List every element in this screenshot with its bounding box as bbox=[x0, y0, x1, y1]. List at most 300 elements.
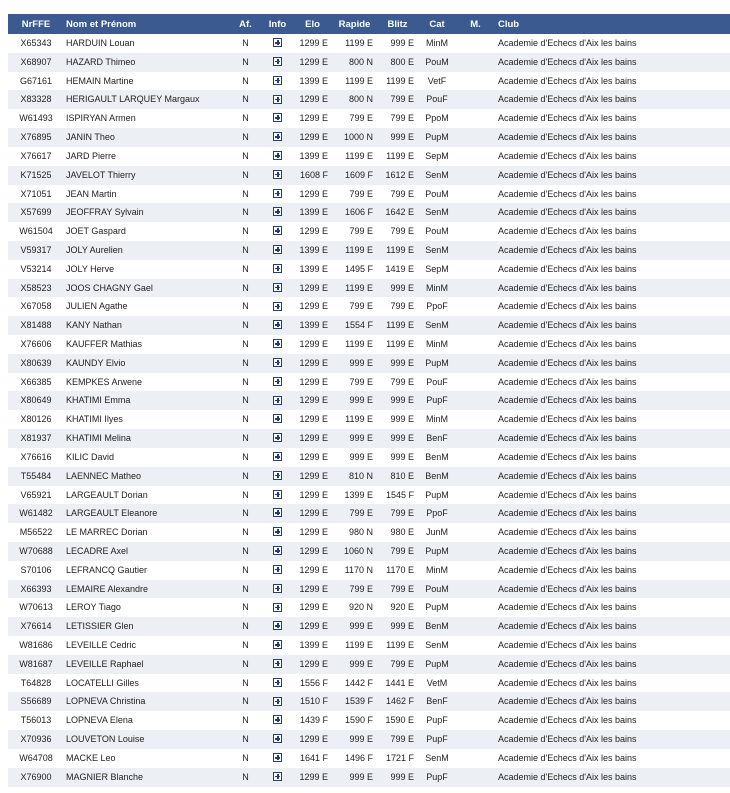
club-name[interactable]: Academie d'Echecs d'Aix les bains bbox=[498, 395, 637, 406]
club-name[interactable]: Academie d'Echecs d'Aix les bains bbox=[498, 564, 637, 575]
player-name[interactable]: ISPIRYAN Armen bbox=[66, 113, 136, 124]
blitz-rating: 799 E bbox=[390, 376, 414, 387]
club-name[interactable]: Academie d'Echecs d'Aix les bains bbox=[498, 696, 637, 707]
plus-box-icon[interactable] bbox=[273, 396, 282, 405]
rapid-rating: 1199 E bbox=[345, 282, 373, 293]
mutation bbox=[456, 636, 495, 655]
player-id[interactable]: X80639 bbox=[20, 357, 52, 368]
player-name[interactable]: KHATIMI Emma bbox=[66, 395, 131, 406]
plus-box-icon[interactable] bbox=[273, 603, 282, 612]
info-cell[interactable] bbox=[262, 467, 293, 486]
club-name[interactable]: Academie d'Echecs d'Aix les bains bbox=[498, 150, 637, 161]
player-id[interactable]: M56522 bbox=[19, 527, 53, 538]
affiliation: N bbox=[242, 169, 249, 180]
elo-rating: 1299 E bbox=[299, 357, 328, 368]
player-id[interactable]: X66393 bbox=[20, 583, 52, 594]
player-id[interactable]: X83328 bbox=[20, 94, 52, 105]
player-id[interactable]: X70936 bbox=[20, 734, 52, 745]
blitz-rating: 980 E bbox=[390, 527, 414, 538]
category: PupF bbox=[426, 771, 448, 782]
club-name[interactable]: Academie d'Echecs d'Aix les bains bbox=[498, 376, 637, 387]
player-id[interactable]: S70106 bbox=[20, 564, 52, 575]
blitz-rating: 799 E bbox=[390, 94, 414, 105]
plus-box-icon[interactable] bbox=[273, 151, 282, 160]
blitz-rating: 799 E bbox=[390, 113, 414, 124]
table-row bbox=[8, 279, 730, 298]
blitz-rating: 799 E bbox=[390, 226, 414, 237]
player-id[interactable]: W61504 bbox=[19, 226, 53, 237]
club-name[interactable]: Academie d'Echecs d'Aix les bains bbox=[498, 771, 637, 782]
elo-rating: 1299 E bbox=[299, 282, 328, 293]
player-id[interactable]: V53214 bbox=[20, 263, 52, 274]
club-name[interactable]: Academie d'Echecs d'Aix les bains bbox=[498, 752, 637, 763]
player-name[interactable]: HARDUIN Louan bbox=[66, 38, 135, 48]
club-name[interactable]: Academie d'Echecs d'Aix les bains bbox=[498, 715, 637, 726]
blitz-rating: 1642 E bbox=[385, 207, 414, 218]
player-name[interactable]: LARGEAULT Dorian bbox=[66, 489, 148, 500]
plus-box-icon[interactable] bbox=[273, 132, 282, 141]
table-row bbox=[8, 655, 730, 674]
player-id[interactable]: X76617 bbox=[20, 150, 52, 161]
plus-box-icon[interactable] bbox=[273, 508, 282, 517]
club-name[interactable]: Academie d'Echecs d'Aix les bains bbox=[498, 207, 637, 218]
info-cell[interactable] bbox=[262, 692, 293, 711]
player-id[interactable]: W70613 bbox=[19, 602, 53, 613]
player-id[interactable]: V59317 bbox=[20, 244, 52, 255]
club-name[interactable]: Academie d'Echecs d'Aix les bains bbox=[498, 132, 637, 143]
table-row bbox=[8, 561, 730, 580]
table-row bbox=[8, 335, 730, 354]
club-name[interactable]: Academie d'Echecs d'Aix les bains bbox=[498, 414, 637, 425]
player-name[interactable]: LE MARREC Dorian bbox=[66, 527, 148, 538]
info-cell[interactable] bbox=[262, 53, 293, 72]
blitz-rating: 920 E bbox=[390, 602, 414, 613]
player-id[interactable]: W81686 bbox=[19, 640, 53, 650]
club-name[interactable]: Academie d'Echecs d'Aix les bains bbox=[498, 451, 637, 462]
category: PouM bbox=[425, 583, 449, 594]
club-name[interactable]: Academie d'Echecs d'Aix les bains bbox=[498, 602, 637, 613]
player-name[interactable]: LEROY Tiago bbox=[66, 602, 121, 613]
plus-box-icon[interactable] bbox=[273, 659, 282, 668]
category: SepM bbox=[425, 263, 449, 274]
player-name[interactable]: LOPNEVA Elena bbox=[66, 715, 133, 726]
info-cell[interactable] bbox=[262, 617, 293, 636]
plus-box-icon[interactable] bbox=[273, 433, 282, 442]
player-name[interactable]: KAUFFER Mathias bbox=[66, 339, 143, 349]
plus-box-icon[interactable] bbox=[273, 490, 282, 499]
player-id[interactable]: X76900 bbox=[20, 771, 52, 782]
player-name[interactable]: LARGEAULT Eleanore bbox=[66, 508, 158, 519]
info-cell[interactable] bbox=[262, 391, 293, 410]
blitz-rating: 999 E bbox=[390, 132, 414, 143]
plus-box-icon[interactable] bbox=[273, 772, 282, 781]
elo-rating: 1399 E bbox=[299, 244, 328, 255]
info-cell[interactable] bbox=[262, 203, 293, 222]
table-row bbox=[8, 467, 730, 486]
plus-box-icon[interactable] bbox=[273, 245, 282, 254]
mutation bbox=[456, 279, 495, 298]
elo-rating: 1299 E bbox=[299, 56, 328, 67]
player-name[interactable]: JAVELOT Thierry bbox=[66, 169, 136, 180]
plus-box-icon[interactable] bbox=[273, 697, 282, 706]
club-name[interactable]: Academie d'Echecs d'Aix les bains bbox=[498, 339, 637, 349]
player-name[interactable]: MAGNIER Blanche bbox=[66, 771, 144, 782]
category: JunM bbox=[425, 527, 448, 538]
affiliation: N bbox=[242, 301, 249, 312]
club-name[interactable]: Academie d'Echecs d'Aix les bains bbox=[498, 263, 637, 274]
blitz-rating: 799 E bbox=[390, 658, 414, 669]
mutation bbox=[456, 316, 495, 335]
player-id[interactable]: X76606 bbox=[20, 339, 52, 349]
info-cell[interactable] bbox=[262, 316, 293, 335]
player-id[interactable]: X58523 bbox=[20, 282, 52, 293]
col-header-rapide[interactable]: Rapide bbox=[338, 18, 371, 30]
player-id[interactable]: X81937 bbox=[20, 433, 52, 444]
plus-box-icon[interactable] bbox=[273, 565, 282, 574]
plus-box-icon[interactable] bbox=[273, 452, 282, 461]
elo-rating: 1299 E bbox=[299, 564, 328, 575]
info-cell[interactable] bbox=[262, 598, 293, 617]
player-name[interactable]: HAZARD Thimeo bbox=[66, 56, 136, 67]
blitz-rating: 1462 F bbox=[385, 696, 414, 707]
info-cell[interactable] bbox=[262, 523, 293, 542]
plus-box-icon[interactable] bbox=[273, 113, 282, 122]
table-row bbox=[8, 316, 730, 335]
club-name[interactable]: Academie d'Echecs d'Aix les bains bbox=[498, 621, 637, 632]
player-name[interactable]: LEFRANCQ Gautier bbox=[66, 564, 148, 575]
player-id[interactable]: X67058 bbox=[20, 301, 52, 312]
elo-rating: 1299 E bbox=[299, 188, 328, 199]
plus-box-icon[interactable] bbox=[273, 226, 282, 235]
blitz-rating: 999 E bbox=[390, 621, 414, 632]
rapid-rating: 799 E bbox=[349, 583, 373, 594]
affiliation: N bbox=[242, 640, 249, 650]
category: PouM bbox=[425, 56, 449, 67]
blitz-rating: 1199 E bbox=[386, 320, 414, 331]
player-id[interactable]: K71525 bbox=[20, 169, 52, 180]
plus-box-icon[interactable] bbox=[273, 207, 282, 216]
plus-box-icon[interactable] bbox=[273, 170, 282, 179]
info-cell[interactable] bbox=[262, 109, 293, 128]
player-id[interactable]: W61493 bbox=[19, 113, 53, 124]
player-name[interactable]: JEAN Martin bbox=[66, 188, 117, 199]
player-id[interactable]: X66385 bbox=[20, 376, 52, 387]
player-id[interactable]: X65343 bbox=[20, 38, 52, 48]
mutation bbox=[456, 260, 495, 279]
plus-box-icon[interactable] bbox=[273, 471, 282, 480]
player-id[interactable]: X80126 bbox=[20, 414, 52, 425]
plus-box-icon[interactable] bbox=[273, 95, 282, 104]
table-row bbox=[8, 72, 730, 91]
mutation bbox=[456, 711, 495, 730]
category: MinM bbox=[426, 282, 448, 293]
info-cell[interactable] bbox=[262, 561, 293, 580]
club-name[interactable]: Academie d'Echecs d'Aix les bains bbox=[498, 433, 637, 444]
player-id[interactable]: X81488 bbox=[20, 320, 52, 331]
info-cell[interactable] bbox=[262, 128, 293, 147]
affiliation: N bbox=[242, 583, 249, 594]
plus-box-icon[interactable] bbox=[273, 734, 282, 743]
info-cell[interactable] bbox=[262, 580, 293, 599]
plus-box-icon[interactable] bbox=[273, 414, 282, 423]
player-name[interactable]: KEMPKES Arwene bbox=[66, 376, 143, 387]
info-cell[interactable] bbox=[262, 354, 293, 373]
club-name[interactable]: Academie d'Echecs d'Aix les bains bbox=[498, 357, 637, 368]
player-id[interactable]: G67161 bbox=[19, 75, 53, 86]
club-name[interactable]: Academie d'Echecs d'Aix les bains bbox=[498, 94, 637, 105]
rapid-rating: 920 N bbox=[348, 602, 373, 613]
info-cell[interactable] bbox=[262, 542, 293, 561]
info-cell[interactable] bbox=[262, 429, 293, 448]
plus-box-icon[interactable] bbox=[273, 621, 282, 630]
plus-box-icon[interactable] bbox=[273, 76, 282, 85]
affiliation: N bbox=[242, 602, 249, 613]
affiliation: N bbox=[242, 451, 249, 462]
club-name[interactable]: Academie d'Echecs d'Aix les bains bbox=[498, 734, 637, 745]
club-name[interactable]: Academie d'Echecs d'Aix les bains bbox=[498, 38, 637, 48]
table-row bbox=[8, 768, 730, 787]
player-name[interactable]: JOLY Herve bbox=[66, 263, 115, 274]
player-name[interactable]: JARD Pierre bbox=[66, 150, 117, 161]
plus-box-icon[interactable] bbox=[273, 283, 282, 292]
club-name[interactable]: Academie d'Echecs d'Aix les bains bbox=[498, 188, 637, 199]
elo-rating: 1399 E bbox=[299, 263, 328, 274]
elo-rating: 1399 E bbox=[299, 320, 328, 331]
club-name[interactable]: Academie d'Echecs d'Aix les bains bbox=[498, 470, 637, 481]
player-name[interactable]: HERIGAULT LARQUEY Margaux bbox=[66, 94, 200, 105]
affiliation: N bbox=[242, 188, 249, 199]
player-name[interactable]: LOCATELLI Gilles bbox=[66, 677, 139, 688]
table-row bbox=[8, 34, 730, 53]
info-cell[interactable] bbox=[262, 335, 293, 354]
info-cell[interactable] bbox=[262, 655, 293, 674]
rapid-rating: 1539 F bbox=[344, 696, 373, 707]
affiliation: N bbox=[242, 56, 249, 67]
info-cell[interactable] bbox=[262, 636, 293, 655]
club-name[interactable]: Academie d'Echecs d'Aix les bains bbox=[498, 282, 637, 293]
info-cell[interactable] bbox=[262, 730, 293, 749]
col-header-nrffe[interactable]: NrFFE bbox=[21, 18, 51, 30]
table-row bbox=[8, 260, 730, 279]
players-table bbox=[8, 14, 730, 787]
col-header-m[interactable]: M. bbox=[470, 18, 481, 30]
club-name[interactable]: Academie d'Echecs d'Aix les bains bbox=[498, 75, 637, 86]
player-name[interactable]: HEMAIN Martine bbox=[66, 75, 134, 86]
info-cell[interactable] bbox=[262, 185, 293, 204]
info-cell[interactable] bbox=[262, 279, 293, 298]
rapid-rating: 1199 E bbox=[345, 75, 373, 86]
plus-box-icon[interactable] bbox=[273, 320, 282, 329]
player-name[interactable]: JOOS CHAGNY Gael bbox=[66, 282, 153, 293]
info-cell[interactable] bbox=[262, 147, 293, 166]
mutation bbox=[456, 166, 495, 185]
rapid-rating: 1496 F bbox=[344, 752, 373, 763]
player-id[interactable]: W81687 bbox=[19, 658, 53, 669]
category: PouF bbox=[426, 376, 448, 387]
blitz-rating: 1612 E bbox=[385, 169, 414, 180]
info-cell[interactable] bbox=[262, 448, 293, 467]
info-cell[interactable] bbox=[262, 373, 293, 392]
plus-box-icon[interactable] bbox=[273, 302, 282, 311]
info-cell[interactable] bbox=[262, 486, 293, 505]
player-name[interactable]: KHATIMI Melina bbox=[66, 433, 131, 444]
player-name[interactable]: LECADRE Axel bbox=[66, 545, 129, 556]
player-name[interactable]: LEMAIRE Alexandre bbox=[66, 583, 149, 594]
player-name[interactable]: LEVEILLE Cedric bbox=[66, 640, 137, 650]
mutation bbox=[456, 53, 495, 72]
player-id[interactable]: X71051 bbox=[20, 188, 52, 199]
category: SenM bbox=[425, 640, 449, 650]
info-cell[interactable] bbox=[262, 297, 293, 316]
col-header-af[interactable]: Af. bbox=[239, 18, 252, 30]
player-name[interactable]: LAENNEC Matheo bbox=[66, 470, 142, 481]
affiliation: N bbox=[242, 564, 249, 575]
col-header-cat[interactable]: Cat bbox=[429, 18, 445, 30]
club-name[interactable]: Academie d'Echecs d'Aix les bains bbox=[498, 320, 637, 331]
info-cell[interactable] bbox=[262, 72, 293, 91]
club-name[interactable]: Academie d'Echecs d'Aix les bains bbox=[498, 508, 637, 519]
info-cell[interactable] bbox=[262, 749, 293, 768]
club-name[interactable]: Academie d'Echecs d'Aix les bains bbox=[498, 545, 637, 556]
col-header-info: Info bbox=[268, 18, 287, 30]
player-name[interactable]: JULIEN Agathe bbox=[66, 301, 128, 312]
player-name[interactable]: LOPNEVA Christina bbox=[66, 696, 146, 707]
col-header-name[interactable]: Nom et Prénom bbox=[66, 18, 137, 30]
category: PupF bbox=[426, 715, 448, 726]
player-name[interactable]: LEVEILLE Raphael bbox=[66, 658, 144, 669]
plus-box-icon[interactable] bbox=[273, 264, 282, 273]
mutation bbox=[456, 297, 495, 316]
player-name[interactable]: MACKE Leo bbox=[66, 752, 116, 763]
player-name[interactable]: LETISSIER Glen bbox=[66, 621, 134, 632]
info-cell[interactable] bbox=[262, 674, 293, 693]
player-id[interactable]: W70688 bbox=[19, 545, 53, 556]
blitz-rating: 999 E bbox=[390, 395, 414, 406]
info-cell[interactable] bbox=[262, 711, 293, 730]
plus-box-icon[interactable] bbox=[273, 584, 282, 593]
elo-rating: 1399 E bbox=[299, 75, 328, 86]
info-cell[interactable] bbox=[262, 166, 293, 185]
club-name[interactable]: Academie d'Echecs d'Aix les bains bbox=[498, 677, 637, 688]
info-cell[interactable] bbox=[262, 260, 293, 279]
club-name[interactable]: Academie d'Echecs d'Aix les bains bbox=[498, 226, 637, 237]
player-name[interactable]: KHATIMI Ilyes bbox=[66, 414, 123, 425]
info-cell[interactable] bbox=[262, 410, 293, 429]
mutation bbox=[456, 486, 495, 505]
plus-box-icon[interactable] bbox=[273, 377, 282, 386]
player-id[interactable]: V65921 bbox=[20, 489, 52, 500]
plus-box-icon[interactable] bbox=[273, 678, 282, 687]
elo-rating: 1299 E bbox=[299, 376, 328, 387]
player-id[interactable]: X76895 bbox=[20, 132, 52, 143]
table-row bbox=[8, 297, 730, 316]
player-id[interactable]: X68907 bbox=[20, 56, 52, 67]
club-name[interactable]: Academie d'Echecs d'Aix les bains bbox=[498, 640, 637, 650]
club-name[interactable]: Academie d'Echecs d'Aix les bains bbox=[498, 244, 637, 255]
category: SenM bbox=[425, 752, 449, 763]
plus-box-icon[interactable] bbox=[273, 189, 282, 198]
player-id[interactable]: X57699 bbox=[20, 207, 52, 218]
rapid-rating: 999 E bbox=[349, 357, 373, 368]
player-id[interactable]: W64708 bbox=[19, 752, 53, 763]
club-name[interactable]: Academie d'Echecs d'Aix les bains bbox=[498, 301, 637, 312]
elo-rating: 1299 E bbox=[299, 132, 328, 143]
info-cell[interactable] bbox=[262, 504, 293, 523]
table-row bbox=[8, 730, 730, 749]
player-id[interactable]: T56013 bbox=[20, 715, 52, 726]
mutation bbox=[456, 147, 495, 166]
info-cell[interactable] bbox=[262, 768, 293, 787]
rapid-rating: 1060 N bbox=[343, 545, 373, 556]
plus-box-icon[interactable] bbox=[273, 753, 282, 762]
affiliation: N bbox=[242, 414, 249, 425]
col-header-club[interactable]: Club bbox=[498, 18, 520, 30]
player-name[interactable]: KILIC David bbox=[66, 451, 115, 462]
elo-rating: 1439 F bbox=[299, 715, 328, 726]
affiliation: N bbox=[242, 715, 249, 726]
player-id[interactable]: X76616 bbox=[20, 451, 52, 462]
rapid-rating: 1495 F bbox=[344, 263, 373, 274]
plus-box-icon[interactable] bbox=[273, 527, 282, 536]
info-cell[interactable] bbox=[262, 222, 293, 241]
club-name[interactable]: Academie d'Echecs d'Aix les bains bbox=[498, 169, 637, 180]
player-id[interactable]: S56689 bbox=[20, 696, 52, 707]
col-header-blitz[interactable]: Blitz bbox=[387, 18, 408, 30]
plus-box-icon[interactable] bbox=[273, 57, 282, 66]
player-name[interactable]: KANY Nathan bbox=[66, 320, 122, 331]
club-name[interactable]: Academie d'Echecs d'Aix les bains bbox=[498, 658, 637, 669]
table-row bbox=[8, 617, 730, 636]
blitz-rating: 999 E bbox=[390, 38, 414, 48]
info-cell[interactable] bbox=[262, 90, 293, 109]
player-name[interactable]: JEOFFRAY Sylvain bbox=[66, 207, 144, 218]
rapid-rating: 1199 E bbox=[345, 339, 373, 349]
club-name[interactable]: Academie d'Echecs d'Aix les bains bbox=[498, 489, 637, 500]
table-row bbox=[8, 185, 730, 204]
category: PouM bbox=[425, 226, 449, 237]
plus-box-icon[interactable] bbox=[273, 640, 282, 649]
player-id[interactable]: T55484 bbox=[20, 470, 52, 481]
player-id[interactable]: X76614 bbox=[20, 621, 52, 632]
player-name[interactable]: LOUVETON Louise bbox=[66, 734, 145, 745]
rapid-rating: 1606 F bbox=[344, 207, 373, 218]
player-id[interactable]: W61482 bbox=[19, 508, 53, 519]
club-name[interactable]: Academie d'Echecs d'Aix les bains bbox=[498, 56, 637, 67]
rapid-rating: 800 N bbox=[348, 94, 373, 105]
affiliation: N bbox=[242, 132, 249, 143]
info-cell[interactable] bbox=[262, 241, 293, 260]
player-name[interactable]: JOLY Aurelien bbox=[66, 244, 123, 255]
mutation bbox=[456, 410, 495, 429]
plus-box-icon[interactable] bbox=[273, 38, 282, 47]
club-name[interactable]: Academie d'Echecs d'Aix les bains bbox=[498, 527, 637, 538]
player-name[interactable]: KAUNDY Elvio bbox=[66, 357, 126, 368]
player-name[interactable]: JANIN Theo bbox=[66, 132, 115, 143]
player-id[interactable]: T64828 bbox=[20, 677, 52, 688]
plus-box-icon[interactable] bbox=[273, 546, 282, 555]
plus-box-icon[interactable] bbox=[273, 358, 282, 367]
club-name[interactable]: Academie d'Echecs d'Aix les bains bbox=[498, 113, 637, 124]
club-name[interactable]: Academie d'Echecs d'Aix les bains bbox=[498, 583, 637, 594]
player-id[interactable]: X80649 bbox=[20, 395, 52, 406]
plus-box-icon[interactable] bbox=[273, 339, 282, 348]
rapid-rating: 799 E bbox=[349, 301, 373, 312]
plus-box-icon[interactable] bbox=[273, 715, 282, 724]
col-header-elo[interactable]: Elo bbox=[305, 18, 320, 30]
info-cell[interactable] bbox=[262, 34, 293, 53]
elo-rating: 1399 E bbox=[299, 640, 328, 650]
player-name[interactable]: JOET Gaspard bbox=[66, 226, 126, 237]
